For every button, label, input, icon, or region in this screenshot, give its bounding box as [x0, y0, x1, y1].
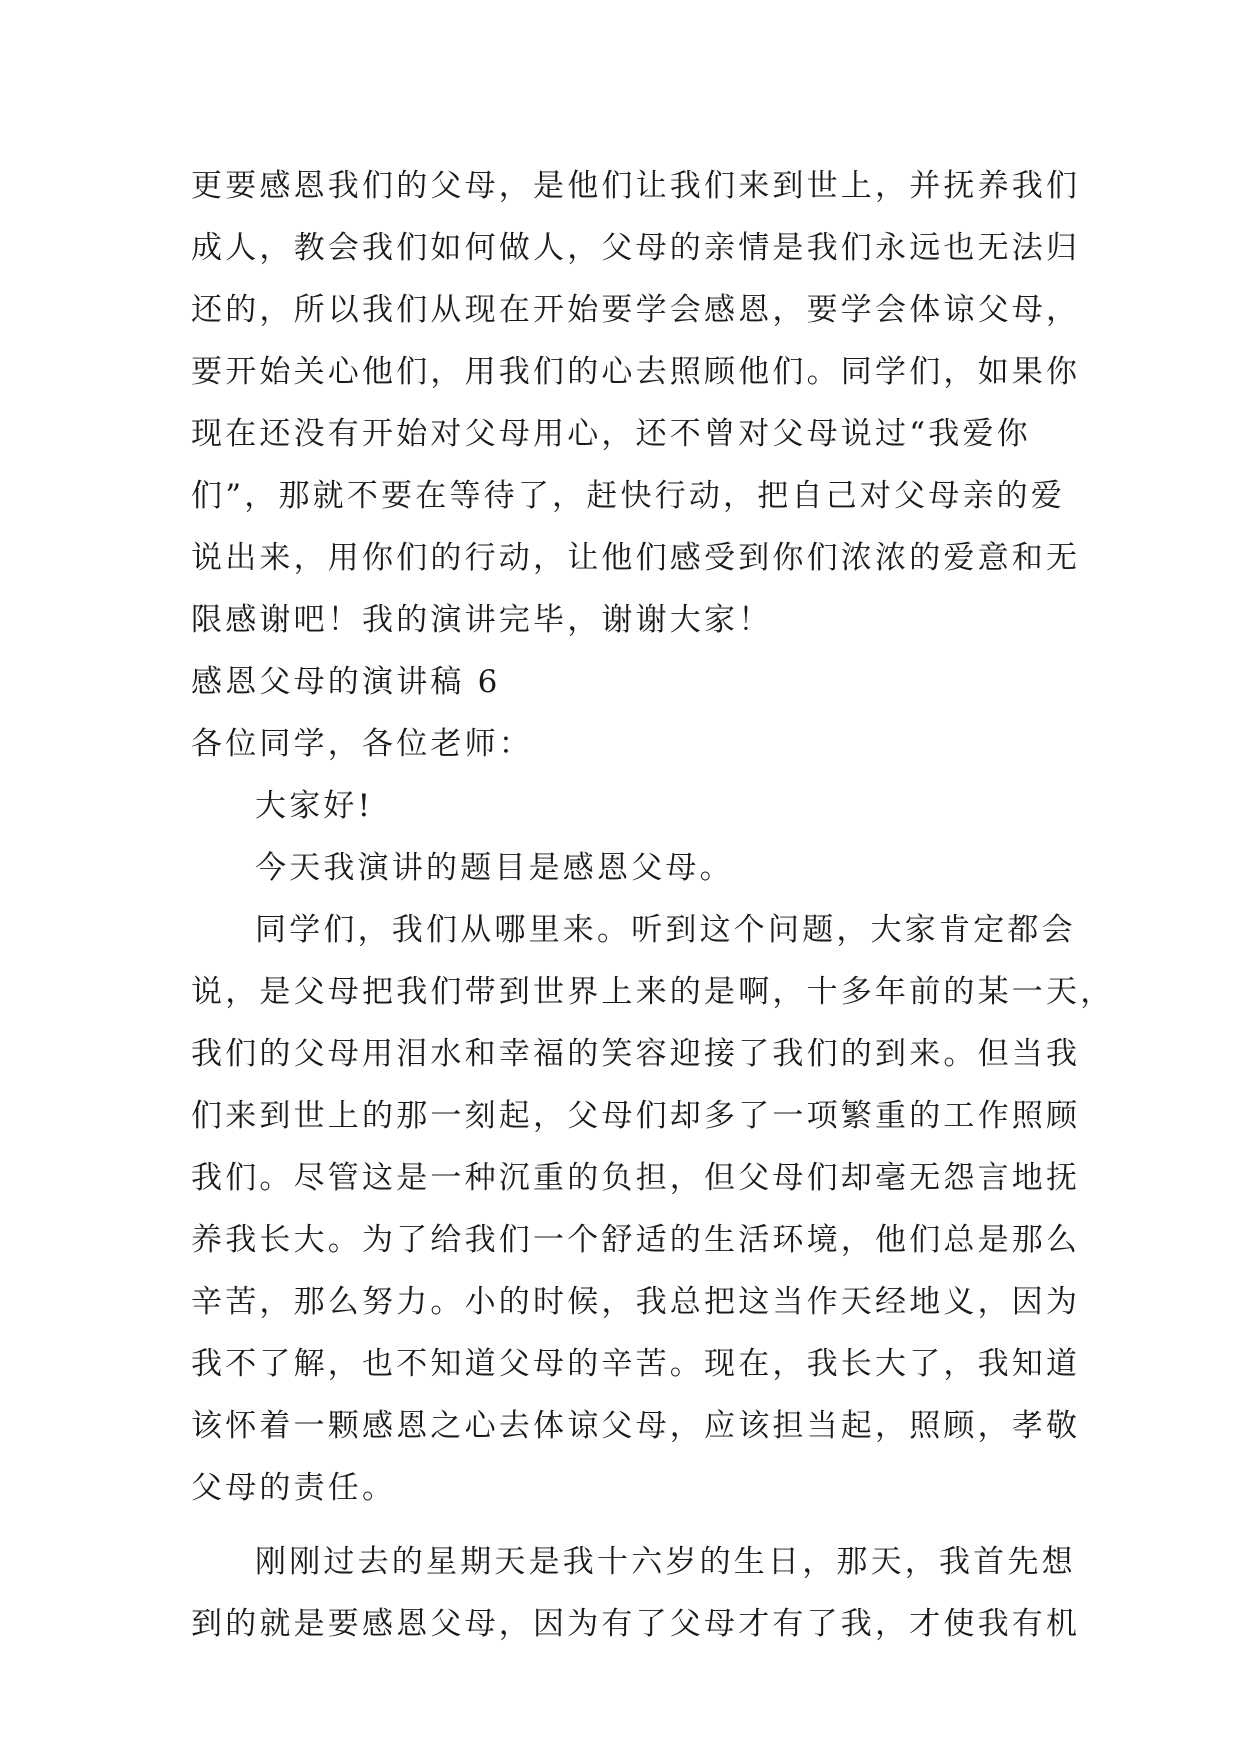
section-heading: 感恩父母的演讲稿 6: [191, 664, 501, 700]
text-line: 成人，教会我们如何做人，父母的亲情是我们永远也无法归: [191, 230, 1081, 266]
text-line: 辛苦，那么努力。小的时候，我总把这当作天经地义，因为: [191, 1284, 1081, 1320]
text-line: 限感谢吧！我的演讲完毕，谢谢大家！: [191, 602, 773, 638]
text-line: 说，是父母把我们带到世界上来的是啊，十多年前的某一天，: [191, 974, 1115, 1010]
text-line: 说出来，用你们的行动，让他们感受到你们浓浓的爱意和无: [191, 540, 1081, 576]
text-line: 我们的父母用泪水和幸福的笑容迎接了我们的到来。但当我: [191, 1036, 1081, 1072]
text-line: 要开始关心他们，用我们的心去照顾他们。同学们，如果你: [191, 354, 1081, 390]
text-line: 更要感恩我们的父母，是他们让我们来到世上，并抚养我们: [191, 168, 1081, 204]
text-line: 同学们，我们从哪里来。听到这个问题，大家肯定都会: [255, 912, 1076, 948]
text-line: 们来到世上的那一刻起，父母们却多了一项繁重的工作照顾: [191, 1098, 1081, 1134]
greeting: 大家好!: [255, 788, 374, 824]
text-line: 我们。尽管这是一种沉重的负担，但父母们却毫无怨言地抚: [191, 1160, 1081, 1196]
text-line: 该怀着一颗感恩之心去体谅父母，应该担当起，照顾，孝敬: [191, 1408, 1081, 1444]
salutation: 各位同学，各位老师：: [191, 726, 533, 762]
text-line: 刚刚过去的星期天是我十六岁的生日，那天，我首先想: [255, 1544, 1076, 1580]
text-line: 今天我演讲的题目是感恩父母。: [255, 850, 734, 886]
text-line: 现在还没有开始对父母用心，还不曾对父母说过“我爱你: [191, 416, 1031, 452]
text-line: 我不了解，也不知道父母的辛苦。现在，我长大了，我知道: [191, 1346, 1081, 1382]
text-line: 父母的责任。: [191, 1470, 397, 1506]
text-line: 养我长大。为了给我们一个舒适的生活环境，他们总是那么: [191, 1222, 1081, 1258]
text-line: 到的就是要感恩父母，因为有了父母才有了我，才使我有机: [191, 1606, 1081, 1642]
text-line: 还的，所以我们从现在开始要学会感恩，要学会体谅父母，: [191, 292, 1081, 328]
text-line: 们”，那就不要在等待了，赶快行动，把自己对父母亲的爱: [191, 478, 1066, 514]
